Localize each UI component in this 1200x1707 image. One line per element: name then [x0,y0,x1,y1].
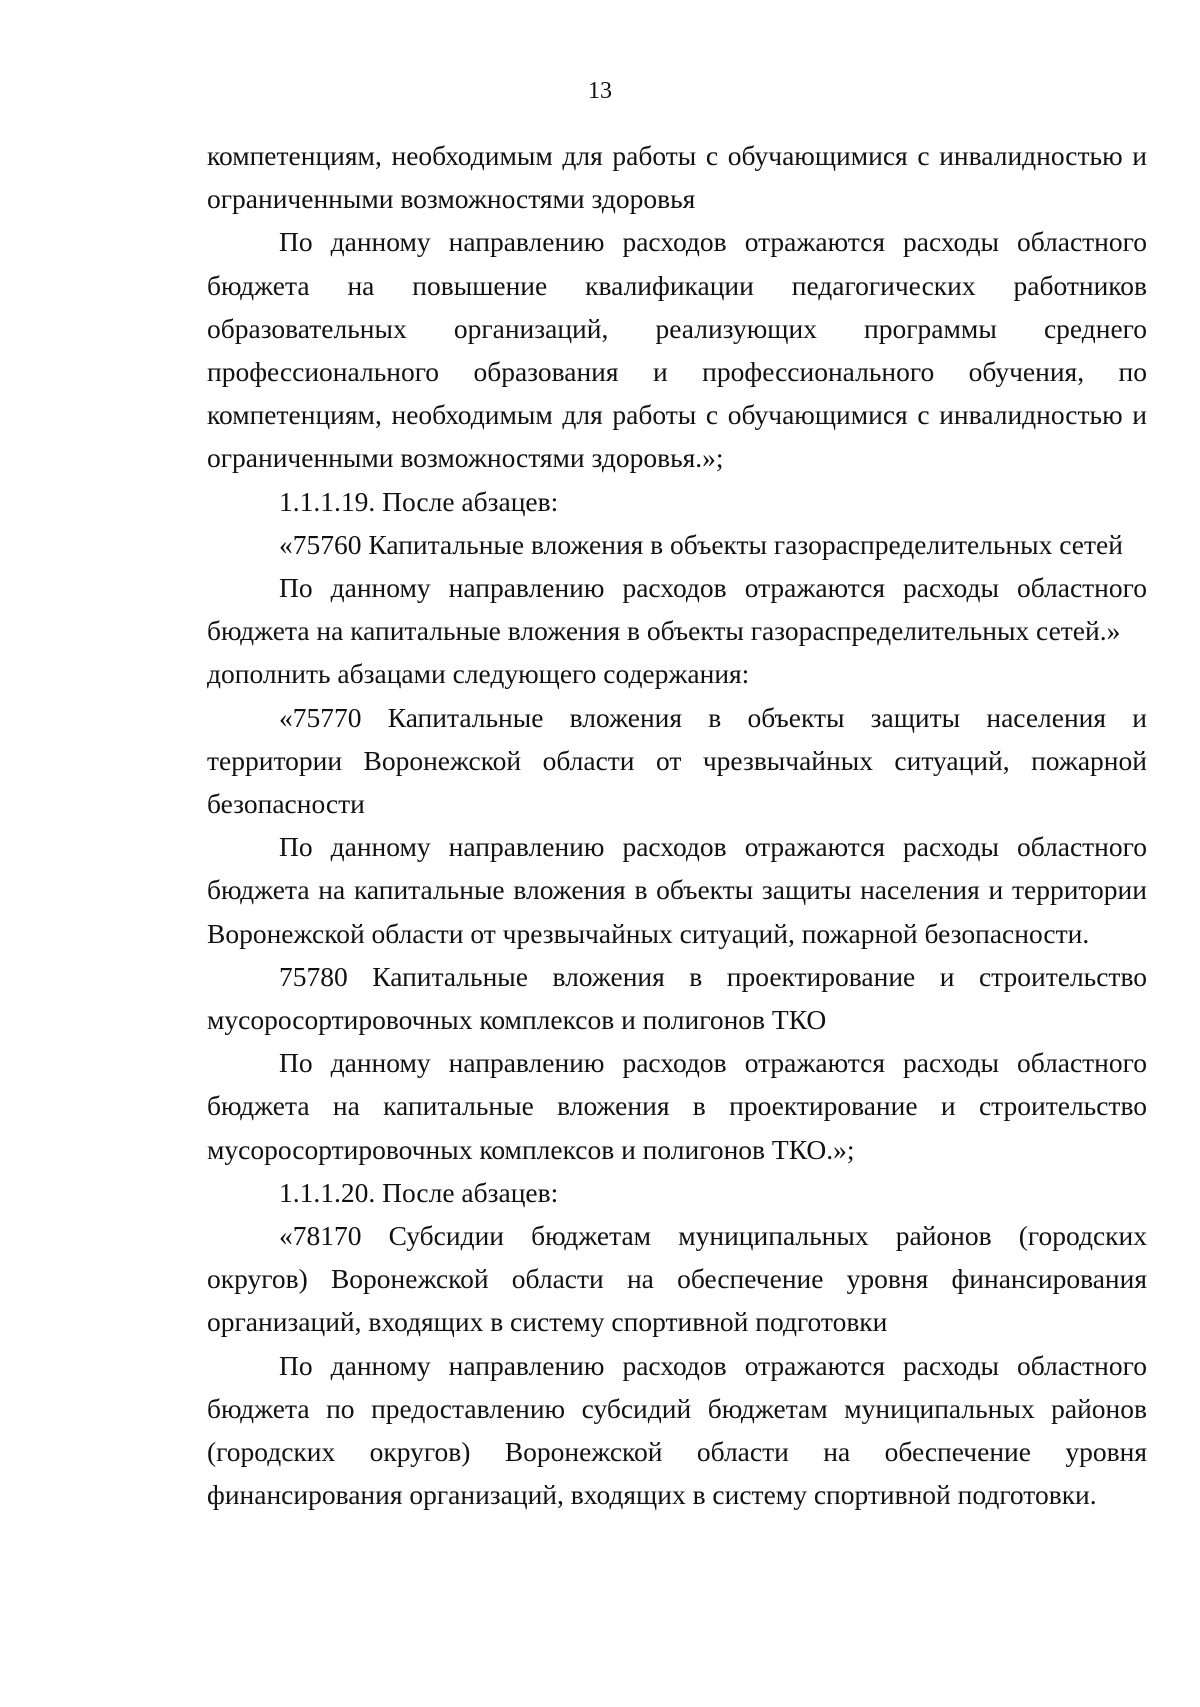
paragraph-clause-1-1-1-20: 1.1.1.20. После абзацев: [279,1176,559,1208]
paragraph-waste-complex-expenses: По данному направлению расходов отражаются расходы областного бюджета на капитальные вложения в проектирование и строительство мусоросортировочных комплексов и полигонов ТКО.»; [207,1047,1147,1165]
paragraph-supplement-instruction: дополнить абзацами следующего содержания: [207,658,750,690]
paragraph-sports-subsidy-expenses: По данному направлению расходов отражаются расходы областного бюджета по предоставлению субсидий бюджетам муниципальных районов (городских округов) Воронежской области на обеспечение уровня финансирования организаций, входящих в систему спортивной подготовки. [207,1349,1147,1511]
paragraph-code-75780: 75780 Капитальные вложения в проектирование и строительство мусоросортировочных комплексов и полигонов ТКО [207,960,1147,1036]
page-number: 13 [588,78,612,104]
document-body [207,134,1147,1517]
paragraph-code-75760: «75760 Капитальные вложения в объекты газораспределительных сетей [279,528,1123,560]
paragraph-protection-expenses: По данному направлению расходов отражаются расходы областного бюджета на капитальные вложения в объекты защиты населения и территории Воронежской области от чрезвычайных ситуаций, пожарной безопасности. [207,831,1147,949]
paragraph-code-75770: «75770 Капитальные вложения в объекты защиты населения и территории Воронежской области от чрезвычайных ситуаций, пожарной безопасности [207,701,1147,820]
paragraph-gas-network-expenses: По данному направлению расходов отражаются расходы областного бюджета на капитальные вложения в объекты газораспределительных сетей.» [207,572,1147,647]
paragraph-qualification-expenses: По данному направлению расходов отражаются расходы областного бюджета на повышение квалификации педагогических работников образовательных организаций, реализующих программы среднего профессионального образования и профессионального обучения, по компетенциям, необходимым для работы с обучающимися с инвалидностью и ограниченными возможностями здоровья.»; [207,226,1147,474]
paragraph-code-78170: «78170 Субсидии бюджетам муниципальных районов (городских округов) Воронежской области на обеспечение уровня финансирования организаций, входящих в систему спортивной подготовки [207,1220,1147,1338]
paragraph-competencies-continuation: компетенциям, необходимым для работы с обучающимися с инвалидностью и ограниченными возможностями здоровья [207,140,1147,215]
paragraph-clause-1-1-1-19: 1.1.1.19. После абзацев: [279,485,559,517]
